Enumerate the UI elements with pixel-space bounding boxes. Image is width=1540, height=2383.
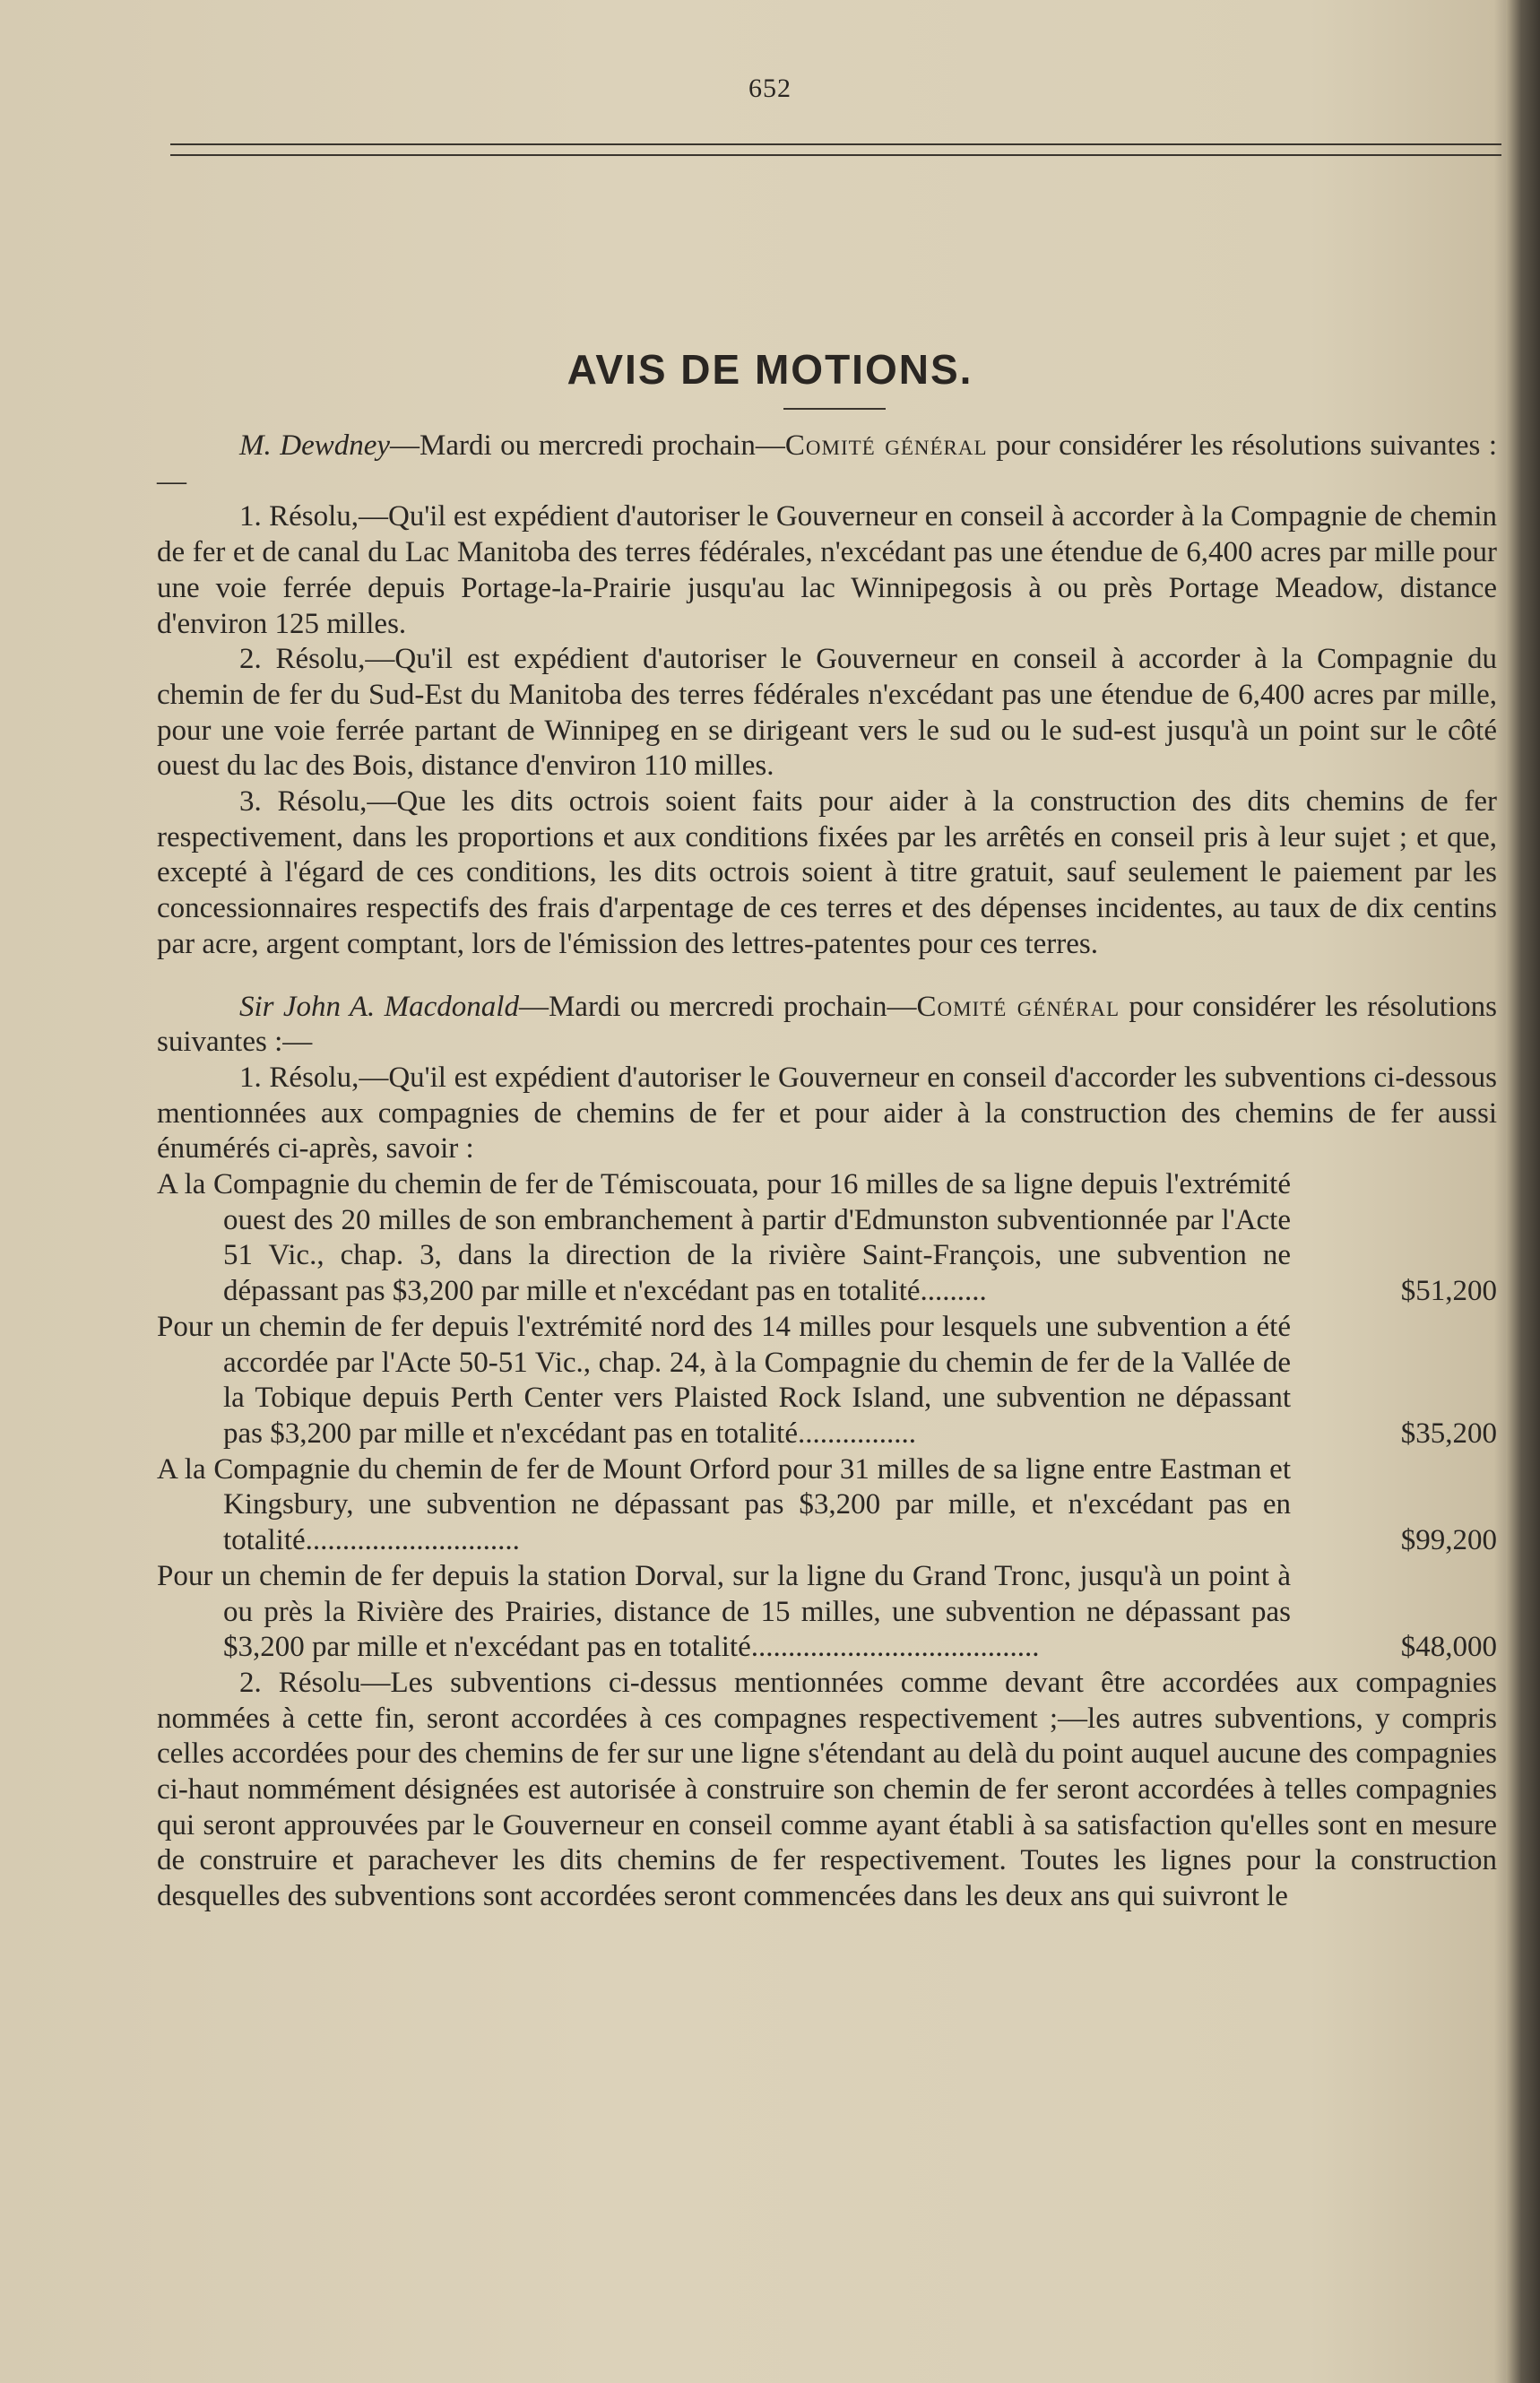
header-rule-bottom [170, 154, 1501, 156]
subsidy-list [157, 1167, 1497, 1666]
mover-name: M. Dewdney [239, 429, 391, 462]
committee-name: Comité général [916, 990, 1120, 1023]
header-rule-top [170, 143, 1501, 145]
subsidy-amount: $48,000 [1400, 1631, 1497, 1664]
page-number: 652 [748, 74, 792, 103]
mover-name: Sir John A. Macdonald [239, 990, 519, 1023]
subsidy-amount: $35,200 [1400, 1417, 1497, 1450]
subsidy-amount: $99,200 [1400, 1524, 1497, 1557]
subsidy-item: Pour un chemin de fer depuis l'extrémité nord des 14 milles pour lesquels une subvention a été accordée par l'Acte 50-51 Vic., chap. 24, à la Compagnie du chemin de fer de la Vallée de la Tobique depuis Perth Center vers Plaisted Rock Island, une subvention ne dépassant pas $3,200 par mille et n'excédant pas en totalité................ $35,200 [157, 1310, 1497, 1452]
motion-header: Sir John A. Macdonald—Mardi ou mercredi prochain—Comité général pour considérer les résolutions suivantes :— [157, 990, 1497, 1059]
subsidy-amount: $51,200 [1400, 1275, 1497, 1308]
subsidy-item: Pour un chemin de fer depuis la station Dorval, sur la ligne du Grand Tronc, jusqu'à un point à ou près la Rivière des Prairies, distance de 15 milles, une subvention ne dépassant pas $3,200 par mille et n'excédant pas en totalité....................................... $48,000 [157, 1559, 1497, 1666]
document-body [157, 429, 1497, 1915]
subsidy-item: A la Compagnie du chemin de fer de Témiscouata, pour 16 milles de sa ligne depuis l'extrémité ouest des 20 milles de son embranchement à partir d'Edmunston subventionnée par l'Acte 51 Vic., chap. 3, dans la direction de la rivière Saint-François, une subvention ne dépassant pas $3,200 par mille et n'excédant pas en totalité......... $51,200 [157, 1167, 1497, 1310]
subsidy-item: A la Compagnie du chemin de fer de Mount Orford pour 31 milles de sa ligne entre Eastman et Kingsbury, une subvention ne dépassant pas $3,200 par mille, et n'excédant pas en totalité............................. $99,200 [157, 1452, 1497, 1559]
resolution-paragraph: 1. Résolu,—Qu'il est expédient d'autoriser le Gouverneur en conseil d'accorder les subventions ci-dessous mentionnées aux compagnies de chemins de fer et pour aider à la construction des chemins de fer aussi énumérés ci-après, savoir : [157, 1061, 1497, 1166]
title-underline [783, 408, 886, 410]
committee-name: Comité général [784, 429, 988, 462]
section-title: AVIS DE MOTIONS. [567, 346, 973, 393]
resolution-paragraph: 1. Résolu,—Qu'il est expédient d'autoriser le Gouverneur en conseil à accorder à la Compagnie de chemin de fer et de canal du Lac Manitoba des terres fédérales, n'excédant pas une étendue de 6,400 acres par mille pour une voie ferrée depuis Portage-la-Prairie jusqu'au lac Winnipegosis à ou près Portage Meadow, distance d'environ 125 milles. [157, 500, 1497, 640]
motion-header: M. Dewdney—Mardi ou mercredi prochain—Comité général pour considérer les résolutions suivantes :— [157, 429, 1497, 498]
resolution-paragraph: 2. Résolu,—Qu'il est expédient d'autoriser le Gouverneur en conseil à accorder à la Compagnie du chemin de fer du Sud-Est du Manitoba des terres fédérales n'excédant pas une étendue de 6,400 acres par mille, pour une voie ferrée partant de Winnipeg en se dirigeant vers le sud ou le sud-est jusqu'à un point sur le côté ouest du lac des Bois, distance d'environ 110 milles. [157, 643, 1497, 783]
resolution-paragraph: 2. Résolu—Les subventions ci-dessus mentionnées comme devant être accordées aux compagnies nommées à cette fin, seront accordées à ces compagnes respectivement ;—les autres subventions, y compris celles accordées pour des chemins de fer sur une ligne s'étendant au delà du point auquel aucune des compagnies ci-haut nommément désignées est autorisée à construire son chemin de fer seront accordées à telles compagnies qui seront approuvées par le Gouverneur en conseil comme ayant établi à sa satisfaction qu'elles sont en mesure de construire et parachever les dits chemins de fer respectivement. Toutes les lignes pour la construction desquelles des subventions sont accordées seront commencées dans les deux ans qui suivront le [157, 1666, 1497, 1913]
resolution-paragraph: 3. Résolu,—Que les dits octrois soient faits pour aider à la construction des dits chemins de fer respectivement, dans les proportions et aux conditions fixées par les arrêtés en conseil pris à leur sujet ; et que, excepté à l'égard de ces conditions, les dits octrois soient à titre gratuit, sauf seulement le paiement par les concessionnaires respectifs des frais d'arpentage de ces terres et des dépenses incidentes, au taux de dix centins par acre, argent comptant, lors de l'émission des lettres-patentes pour ces terres. [157, 785, 1497, 960]
